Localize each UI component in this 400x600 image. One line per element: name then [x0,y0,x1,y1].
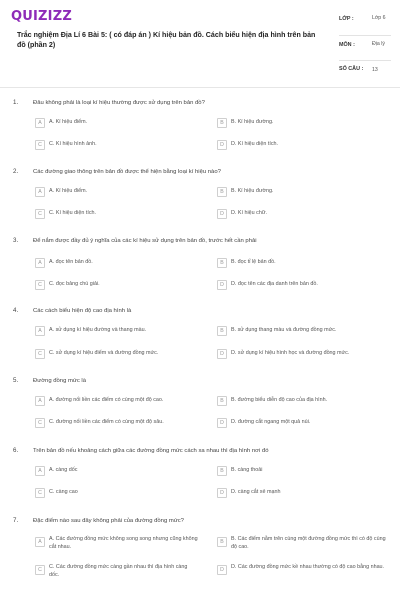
question-text: Đặc điểm nào sau đây không phải của đường đồng mức? [33,518,184,524]
question-text: Đường đồng mức là [33,378,87,384]
question-6 [13,447,393,507]
option-text: C. Kí hiệu hình ảnh. [49,141,97,147]
option-letter-box: C [35,140,45,150]
option-letter-box: A [35,187,45,197]
class-label: LỚP : [339,16,354,22]
option-letter-box: C [35,209,45,219]
option-letter-box: B [217,466,227,476]
option-text: D. sử dụng kí hiệu hình học và đường đồng mức. [231,350,350,356]
option-text: B. đường biểu diễn độ cao của địa hình. [231,397,328,403]
option-letter-box: A [35,118,45,128]
question-7 [13,517,393,593]
option-text: A. Kí hiệu điểm. [49,119,88,125]
option-letter-box: A [35,537,45,547]
option-text: D. Kí hiệu chữ. [231,210,267,216]
subject-label: MÔN : [339,42,355,48]
option-text: A. đường nối liền các điểm có cùng một độ cao. [49,397,164,403]
page-title: Trắc nghiệm Địa Lí 6 Bài 5: ( có đáp án ) Kí hiệu bản đồ. Cách biểu hiện địa hình trên bản đồ (phần 2) [17,31,316,49]
option-letter-box: C [35,349,45,359]
option-letter-box: A [35,466,45,476]
option-letter-box: D [217,209,227,219]
question-text: Các cách biểu hiện độ cao địa hình là [33,308,132,314]
option-letter-box: D [217,488,227,498]
option-letter-box: B [217,258,227,268]
option-letter-box: C [35,565,45,575]
question-number: 6. [13,447,19,454]
class-value: Lớp 6 [372,15,386,21]
option-text: A. Kí hiệu điểm. [49,188,88,194]
option-letter-box: C [35,488,45,498]
option-letter-box: D [217,140,227,150]
option-text: A. đọc tên bản đồ. [49,259,93,265]
option-text: A. Các đường đồng mức không song song nhưng cũng không cắt nhau. [49,536,198,550]
option-letter-box: D [217,349,227,359]
option-letter-box: B [217,326,227,336]
option-text: B. đọc tỉ lệ bản đồ. [231,259,276,265]
option-text: C. Kí hiệu diện tích. [49,210,97,216]
meta-divider [339,60,391,61]
option-text: D. đọc tên các địa danh trên bản đồ. [231,281,318,287]
option-letter-box: C [35,280,45,290]
option-letter-box: D [217,280,227,290]
option-text: D. Các đường đồng mức kề nhau thường có độ cao bằng nhau. [231,564,385,570]
option-text: B. Các điểm nằm trên cùng một đường đồng mức thì có độ cùng độ cao. [231,536,386,550]
question-4 [13,307,393,367]
question-number: 1. [13,99,19,106]
question-2 [13,168,393,228]
option-text: B. Kí hiệu đường. [231,119,274,125]
option-letter-box: B [217,396,227,406]
header-divider [0,87,400,88]
option-text: B. Kí hiệu đường. [231,188,274,194]
option-text: A. sử dụng kí hiệu đường và thang màu. [49,327,147,333]
question-number: 2. [13,168,19,175]
question-count-value: 13 [372,67,378,73]
option-letter-box: A [35,396,45,406]
question-number: 5. [13,377,19,384]
option-letter-box: A [35,258,45,268]
option-text: C. càng cao [49,489,78,495]
option-letter-box: B [217,187,227,197]
option-text: D. Kí hiệu diện tích. [231,141,279,147]
option-text: C. sử dụng kí hiệu điểm và đường đồng mức. [49,350,159,356]
option-text: D. càng cắt xẻ mạnh [231,489,281,495]
option-letter-box: B [217,537,227,547]
question-number: 4. [13,307,19,314]
subject-value: Địa lý [372,41,385,47]
quizizz-logo[interactable]: QUIZIZZ [11,9,72,24]
option-text: A. càng dốc [49,467,78,473]
option-letter-box: C [35,418,45,428]
meta-divider [339,35,391,36]
option-letter-box: B [217,118,227,128]
question-text: Các đường giao thông trên bản đồ được thể hiện bằng loại kí hiệu nào? [33,169,221,175]
question-text: Để nắm được đầy đủ ý nghĩa của các kí hiệu sử dụng trên bản đồ, trước hết cần phải [33,238,257,244]
question-text: Trên bản đồ nếu khoảng cách giữa các đường đồng mức cách xa nhau thì địa hình nơi đó [33,448,269,454]
option-text: C. đọc bảng chú giải. [49,281,100,287]
option-text: C. Các đường đồng mức càng gần nhau thì địa hình càng dốc. [49,564,188,578]
option-text: B. sử dụng thang màu và đường đồng mức. [231,327,337,333]
question-5 [13,377,393,437]
option-letter-box: D [217,565,227,575]
option-text: B. càng thoải [231,467,263,473]
option-text: C. đường nối liền các điểm có cùng một độ sâu. [49,419,164,425]
option-letter-box: A [35,326,45,336]
question-text: Đâu không phải là loại kí hiệu thường được sử dụng trên bản đồ? [33,100,205,106]
question-number: 3. [13,237,19,244]
option-letter-box: D [217,418,227,428]
question-count-label: SỐ CÂU : [339,66,364,72]
question-number: 7. [13,517,19,524]
question-1 [13,99,393,159]
option-text: D. đường cắt ngang một quả núi. [231,419,311,425]
question-3 [13,237,393,297]
